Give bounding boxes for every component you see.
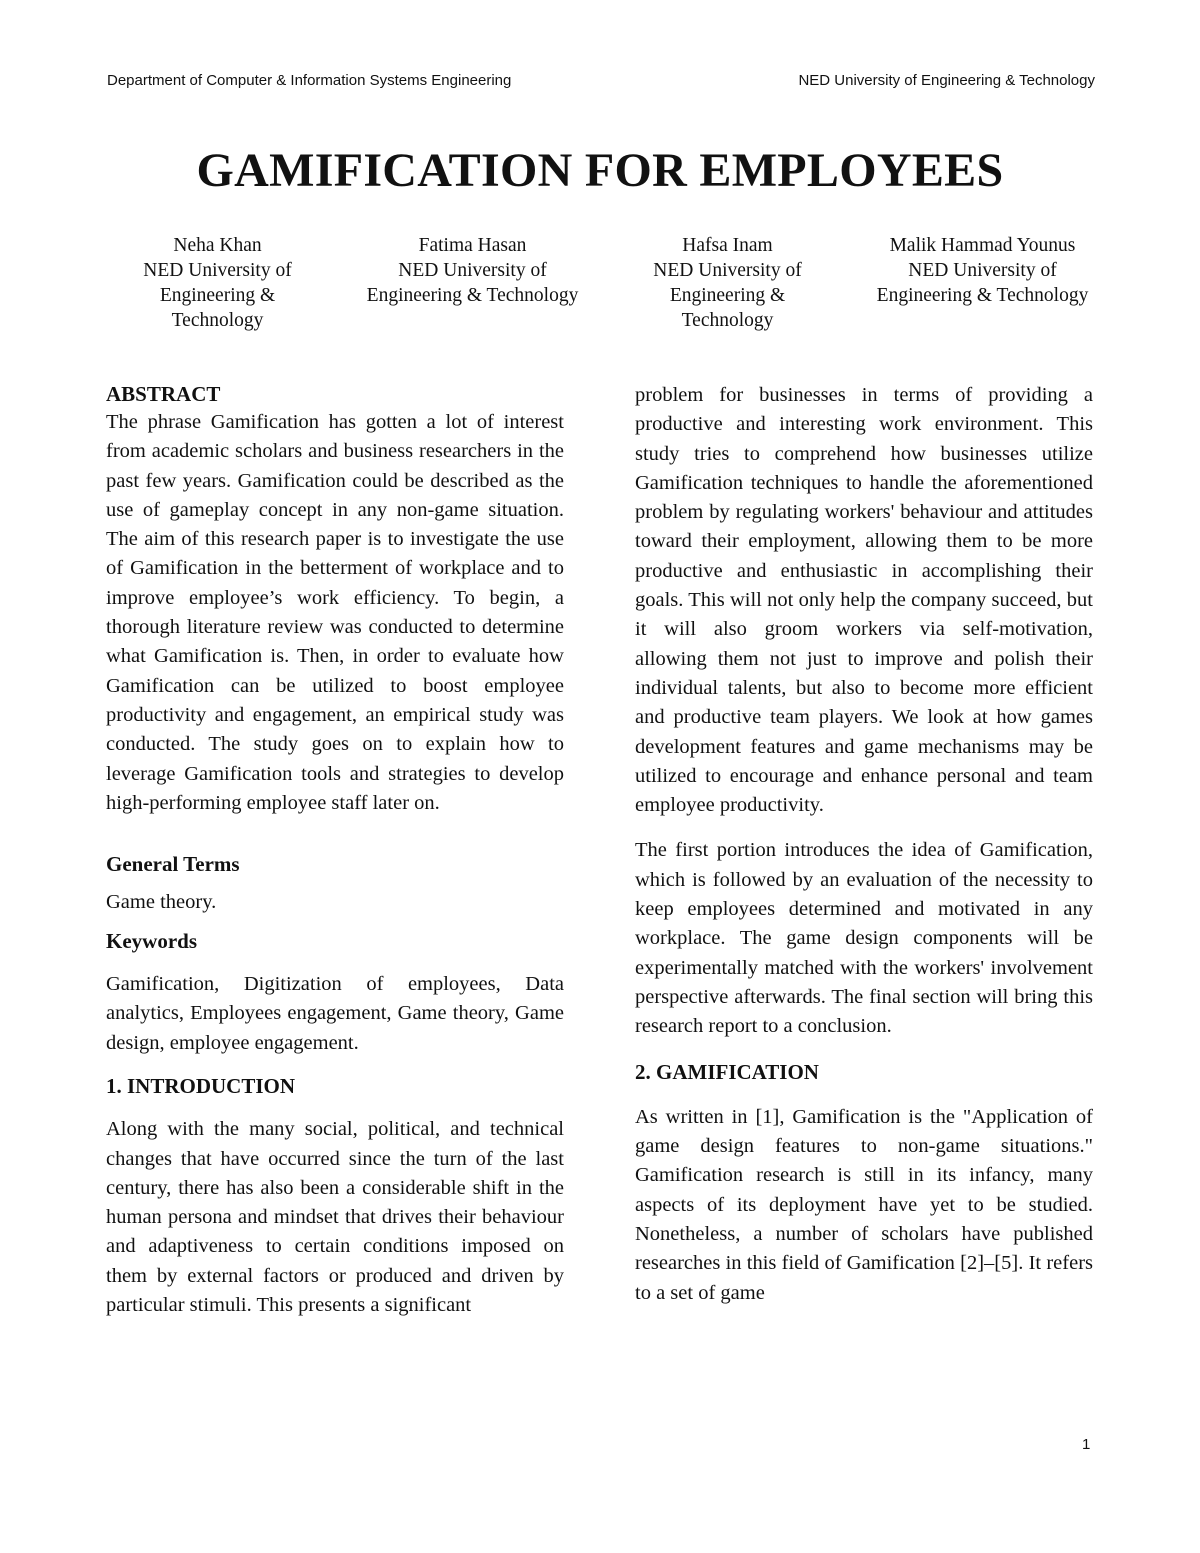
author-affiliation-line: Engineering & (159, 285, 276, 306)
author-name: Neha Khan (173, 235, 262, 256)
author-affiliation-line: Technology (681, 310, 774, 331)
author-affiliation-line: NED University of (143, 260, 292, 281)
author-affiliation-line: Technology (171, 310, 264, 331)
general-terms-text: Game theory. (106, 891, 217, 914)
page-number: 1 (1082, 1436, 1091, 1453)
general-terms-heading: General Terms (106, 852, 240, 877)
author-3 (600, 233, 855, 333)
gamification-paragraph-1: As written in [1], Gamification is the "Application of game design features to non-game situations." Gamification research is still in its infancy, many aspects of its deployment have yet to be studied. Nonetheless, a number of scholars have published researches in this field of Gamification [2]–[5]. It refers to a set of game (635, 1105, 1093, 1304)
gamification-heading: 2. GAMIFICATION (635, 1059, 819, 1084)
running-header (107, 72, 1095, 89)
author-2 (345, 233, 600, 333)
author-affiliation-line: Engineering & Technology (876, 285, 1089, 306)
header-university: NED University of Engineering & Technology (798, 72, 1095, 89)
author-4 (855, 233, 1110, 333)
keywords-heading: Keywords (106, 928, 197, 953)
introduction-paragraph-1-continued: problem for businesses in terms of providing a productive and interesting work environment. This study tries to comprehend how businesses utilize Gamification techniques to handle the aforementioned problem by regulating workers' behaviour and attitudes toward their employment, allowing them to be more productive and enthusiastic in accomplishing their goals. This will not only help the company succeed, but it will also groom workers via self-motivation, allowing them not just to improve and polish their individual talents, but also to become more efficient and productive team players. We look at how games development features and game mechanisms may be utilized to encourage and enhance personal and team employee productivity. (635, 384, 1093, 817)
author-name: Fatima Hasan (418, 235, 527, 256)
header-department: Department of Computer & Information Systems Engineering (107, 72, 512, 89)
author-affiliation-line: NED University of (653, 260, 802, 281)
author-affiliation-line: NED University of (908, 260, 1057, 281)
abstract-text: The phrase Gamification has gotten a lot of interest from academic scholars and business researchers in the past few years. Gamification could be described as the use of gameplay concept in any non-game situation. The aim of this research paper is to investigate the use of Gamification in the betterment of workplace and to improve employee’s work efficiency. To begin, a thorough literature review was conducted to determine what Gamification is. Then, in order to evaluate how Gamification can be utilized to boost employee productivity and engagement, an empirical study was conducted. The study goes on to explain how to leverage Gamification tools and strategies to develop high-performing employee staff later on. (106, 411, 564, 814)
abstract-heading: ABSTRACT (106, 382, 221, 406)
introduction-paragraph-1-start: Along with the many social, political, and technical changes that have occurred since the turn of the last century, there has also been a considerable shift in the human persona and mindset that drives their behaviour and adaptiveness to certain conditions imposed on them by external factors or produced and driven by particular stimuli. This presents a significant (106, 1118, 564, 1317)
right-column (635, 381, 1093, 1308)
author-name: Hafsa Inam (682, 235, 773, 256)
keywords-text: Gamification, Digitization of employees, Data analytics, Employees engagement, Game theory, Game design, employee engagement. (106, 973, 564, 1054)
author-1 (90, 233, 345, 333)
author-name: Malik Hammad Younus (889, 235, 1076, 256)
author-block (90, 233, 1110, 333)
author-affiliation-line: NED University of (398, 260, 547, 281)
left-column (106, 381, 564, 1320)
author-affiliation-line: Engineering & Technology (366, 285, 579, 306)
paper-title: GAMIFICATION FOR EMPLOYEES (196, 144, 1004, 197)
introduction-heading: 1. INTRODUCTION (106, 1073, 296, 1098)
author-affiliation-line: Engineering & (669, 285, 786, 306)
introduction-paragraph-2: The first portion introduces the idea of Gamification, which is followed by an evaluation of the necessity to keep employees determined and motivated in any workplace. The game design components will be experimentally matched with the workers' involvement perspective afterwards. The final section will bring this research report to a conclusion. (635, 839, 1093, 1038)
